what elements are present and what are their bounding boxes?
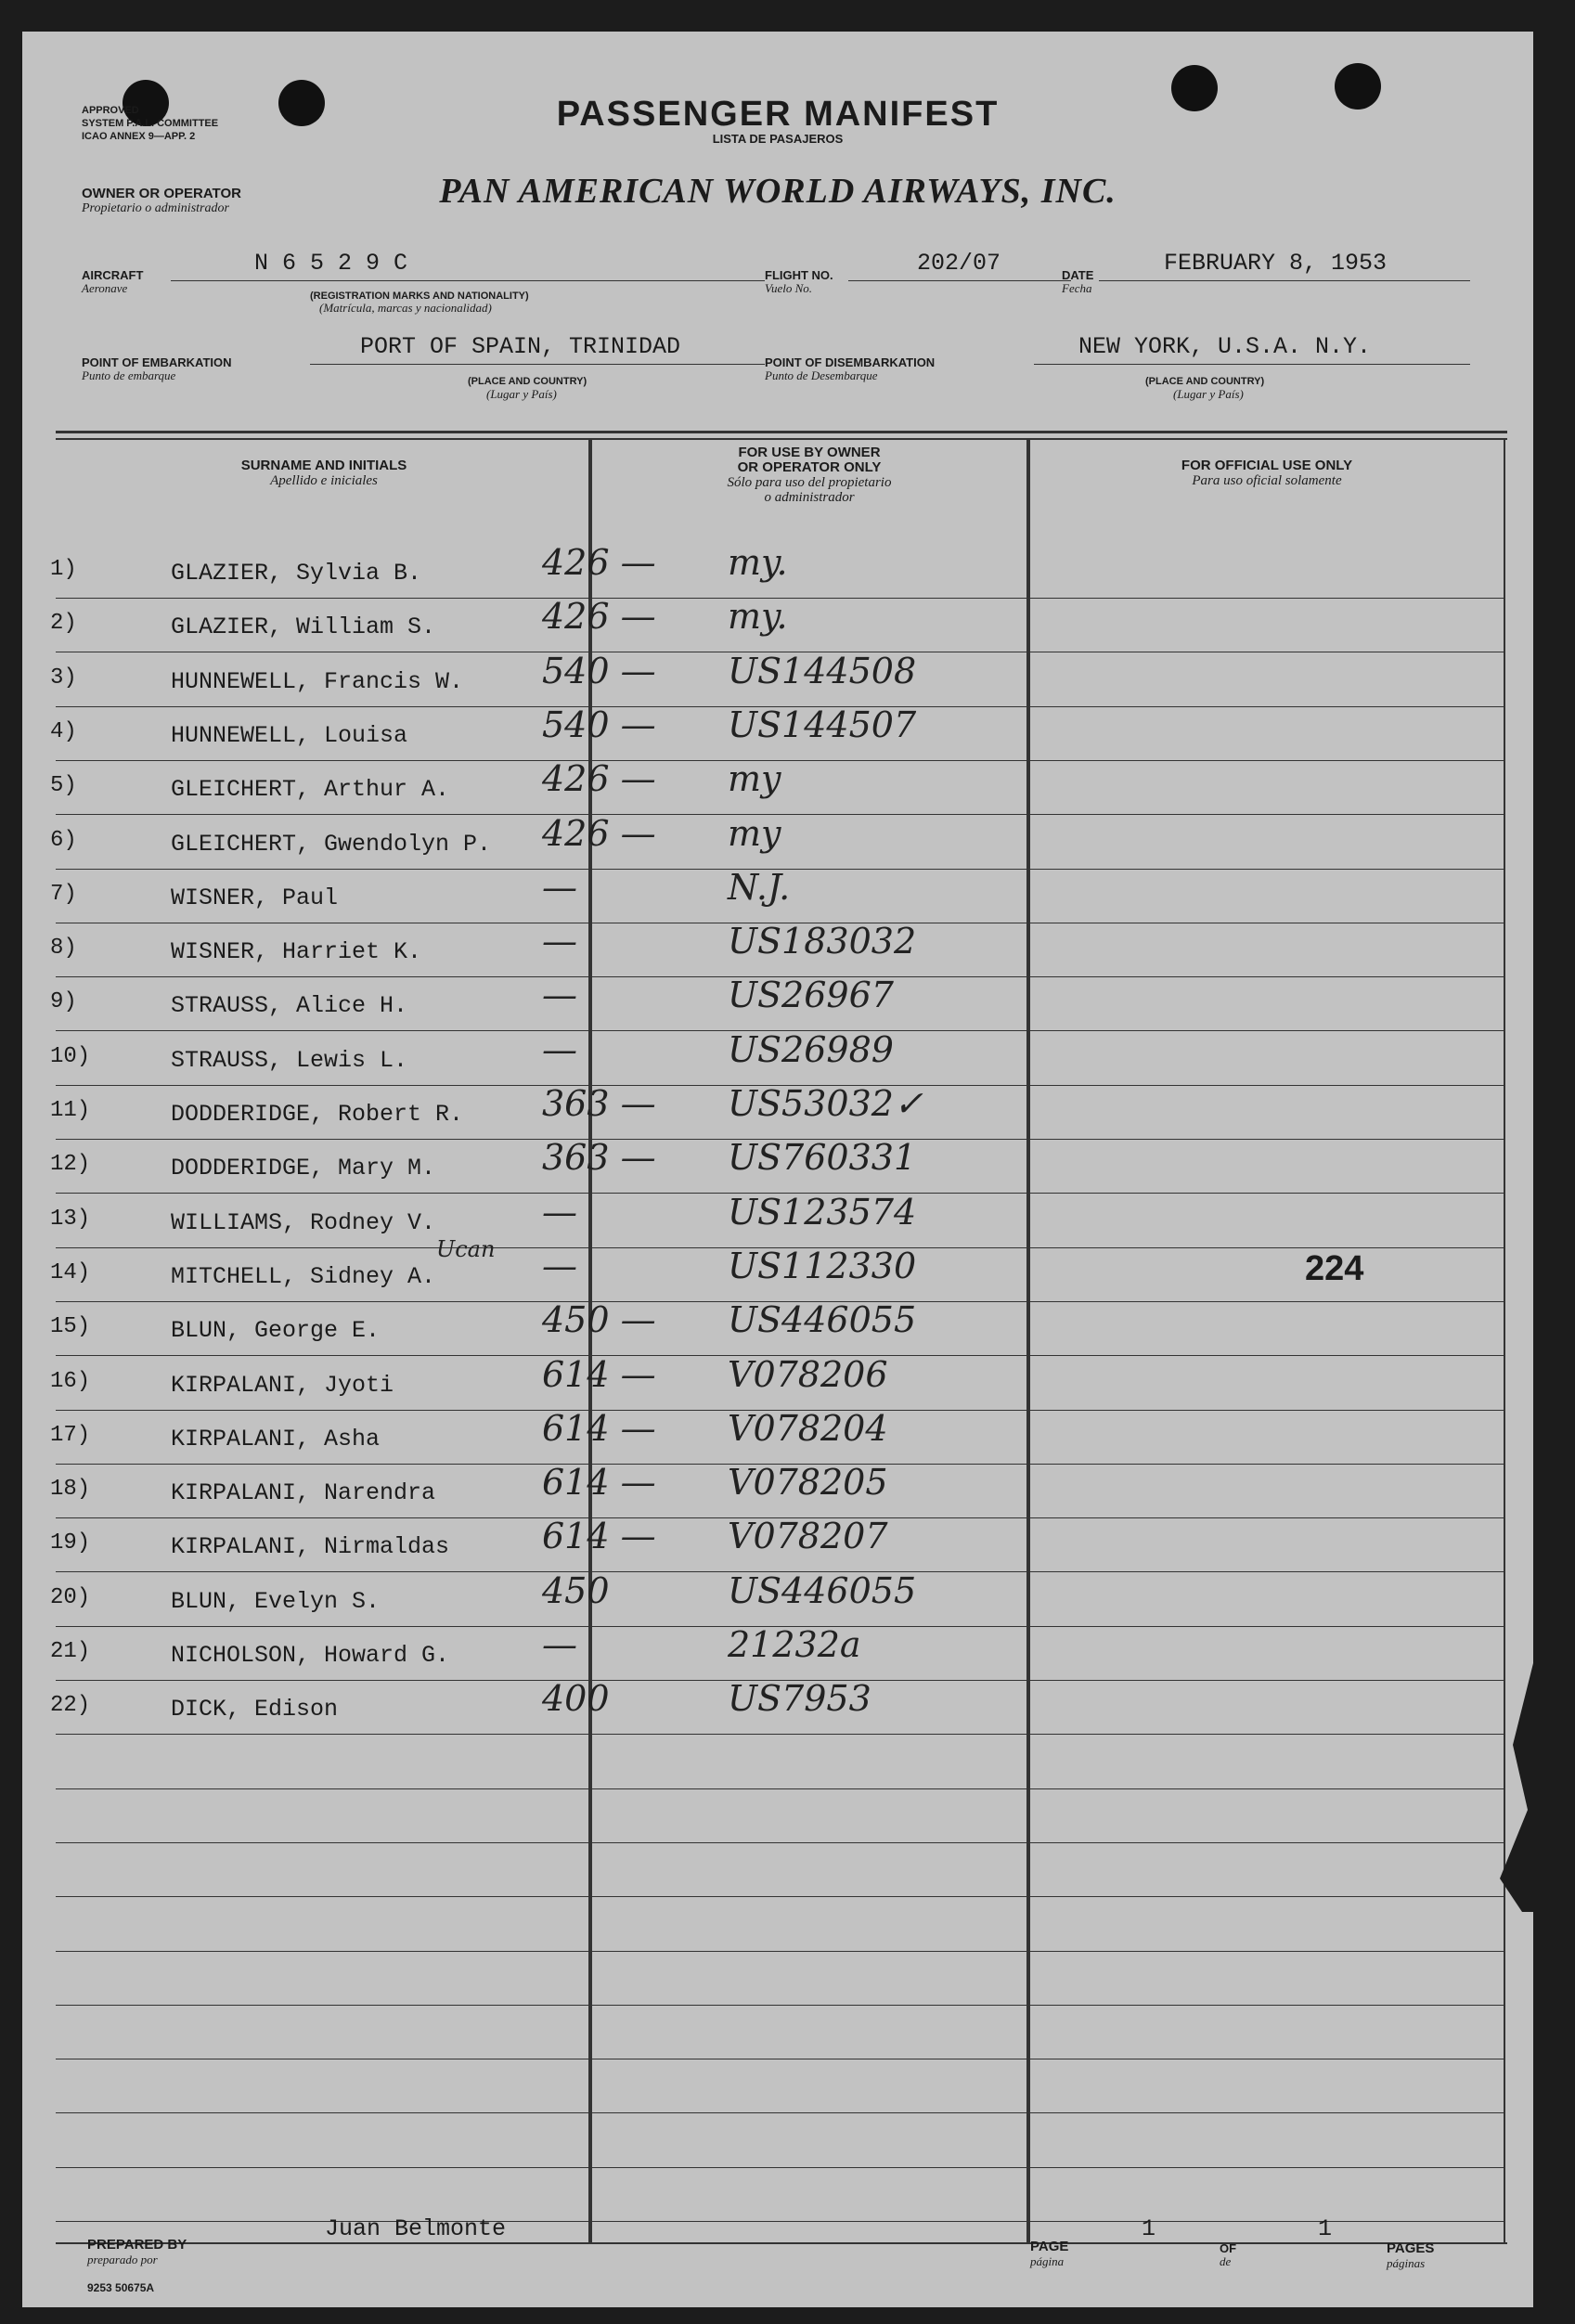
handwritten-reference: my. bbox=[728, 596, 788, 638]
handwritten-reference: US760331 bbox=[728, 1137, 917, 1179]
date-value: FEBRUARY 8, 1953 bbox=[1164, 250, 1388, 277]
operator-name: PAN AMERICAN WORLD AIRWAYS, INC. bbox=[439, 172, 1117, 211]
row-number: 13) bbox=[50, 1206, 91, 1232]
place-label-es: (Lugar y País) bbox=[1173, 387, 1244, 401]
handwritten-reference: V078205 bbox=[728, 1462, 888, 1504]
table-row bbox=[22, 812, 1533, 869]
disembark-label-es: Punto de Desembarque bbox=[765, 368, 878, 382]
table-row bbox=[22, 866, 1533, 923]
row-number: 5) bbox=[50, 773, 77, 799]
passenger-name: WISNER, Paul bbox=[171, 884, 339, 911]
embark-label-es: Punto de embarque bbox=[82, 368, 176, 382]
handwritten-code: 540 — bbox=[542, 704, 656, 745]
field-underline bbox=[310, 364, 765, 365]
aircraft-value: N 6 5 2 9 C bbox=[254, 250, 408, 277]
row-number: 8) bbox=[50, 936, 77, 962]
date-label-es: Fecha bbox=[1062, 281, 1092, 295]
owner-label-es: Propietario o administrador bbox=[82, 201, 229, 215]
table-row bbox=[22, 760, 1533, 814]
handwritten-reference: US446055 bbox=[728, 1569, 917, 1611]
table-row bbox=[22, 544, 1533, 598]
handwritten-code: 426 — bbox=[542, 542, 656, 583]
ruled-line bbox=[56, 2005, 1505, 2006]
handwritten-reference: US7953 bbox=[728, 1678, 871, 1720]
handwritten-code: 363 — bbox=[542, 1137, 656, 1179]
torn-edge-shape bbox=[1500, 1633, 1575, 1912]
passenger-name: HUNNEWELL, Francis W. bbox=[171, 667, 464, 695]
passenger-name: HUNNEWELL, Louisa bbox=[171, 721, 408, 749]
owner-use-heading-es: Sólo para uso del propietario bbox=[727, 475, 892, 490]
row-number: 17) bbox=[50, 1422, 91, 1448]
field-underline bbox=[1099, 280, 1470, 281]
owner-label: OWNER OR OPERATOR bbox=[82, 186, 241, 201]
passenger-name: GLAZIER, Sylvia B. bbox=[171, 560, 422, 587]
row-number: 9) bbox=[50, 989, 77, 1015]
ruled-line bbox=[56, 1734, 1505, 1735]
handwritten-reference: 21232a bbox=[728, 1624, 861, 1665]
handwritten-reference: V078207 bbox=[728, 1516, 888, 1557]
passenger-name: GLAZIER, William S. bbox=[171, 613, 436, 641]
handwritten-reference: US112330 bbox=[728, 1245, 917, 1286]
handwritten-reference: US26967 bbox=[728, 975, 894, 1016]
embark-label: POINT OF EMBARKATION bbox=[82, 355, 232, 369]
form-code: 9253 50675A bbox=[87, 2281, 155, 2294]
passenger-name: DODDERIDGE, Robert R. bbox=[171, 1101, 464, 1128]
prepared-by-value: Juan Belmonte bbox=[325, 2215, 507, 2242]
table-row bbox=[22, 598, 1533, 652]
handwritten-reference: US183032 bbox=[728, 921, 917, 962]
manifest-subtitle: LISTA DE PASAJEROS bbox=[712, 132, 844, 146]
pages-value: 1 bbox=[1318, 2215, 1333, 2242]
ruled-line bbox=[56, 2112, 1505, 2113]
handwritten-reference: US144507 bbox=[728, 704, 917, 745]
passenger-name: WILLIAMS, Rodney V. bbox=[171, 1208, 436, 1236]
row-number: 7) bbox=[50, 881, 77, 907]
handwritten-reference: US53032✓ bbox=[728, 1083, 923, 1124]
manifest-sheet bbox=[22, 32, 1533, 2307]
row-number: 15) bbox=[50, 1314, 91, 1340]
passenger-name: WISNER, Harriet K. bbox=[171, 938, 422, 966]
pages-label-es: páginas bbox=[1387, 2256, 1426, 2270]
passenger-name: STRAUSS, Lewis L. bbox=[171, 1046, 408, 1074]
ruled-line bbox=[56, 1788, 1505, 1789]
passenger-name: GLEICHERT, Gwendolyn P. bbox=[171, 830, 492, 858]
handwritten-code: 614 — bbox=[542, 1407, 656, 1449]
row-number: 16) bbox=[50, 1368, 91, 1394]
place-label: (PLACE AND COUNTRY) bbox=[468, 376, 587, 387]
torn-edge bbox=[1466, 1633, 1575, 1912]
passenger-name: GLEICHERT, Arthur A. bbox=[171, 776, 450, 804]
handwritten-code: — bbox=[542, 866, 577, 908]
handwritten-code: 426 — bbox=[542, 596, 656, 638]
passenger-name: NICHOLSON, Howard G. bbox=[171, 1642, 450, 1669]
table-row bbox=[22, 1569, 1533, 1626]
table-row bbox=[22, 1626, 1533, 1680]
table-row bbox=[22, 1139, 1533, 1193]
surname-heading-en: SURNAME AND INITIALS bbox=[240, 458, 407, 473]
approval-line: APPROVED bbox=[82, 105, 139, 116]
handwritten-code: — bbox=[542, 1624, 577, 1665]
table-row bbox=[22, 976, 1533, 1030]
table-row bbox=[22, 923, 1533, 976]
row-number: 2) bbox=[50, 611, 77, 637]
handwritten-code: 450 — bbox=[542, 1299, 656, 1341]
manifest-title: PASSENGER MANIFEST bbox=[556, 95, 1000, 134]
place-label: (PLACE AND COUNTRY) bbox=[1145, 376, 1265, 387]
owner-use-heading-en: FOR USE BY OWNER bbox=[738, 445, 881, 460]
row-annotation: Ucan bbox=[436, 1236, 496, 1262]
handwritten-reference: my bbox=[728, 812, 781, 854]
handwritten-reference: V078204 bbox=[728, 1407, 888, 1449]
handwritten-reference: US123574 bbox=[728, 1191, 917, 1233]
row-number: 3) bbox=[50, 665, 77, 691]
ruled-line bbox=[56, 1842, 1505, 1843]
handwritten-reference: US446055 bbox=[728, 1299, 917, 1341]
passenger-name: KIRPALANI, Asha bbox=[171, 1425, 381, 1452]
surname-heading-es: Apellido e iniciales bbox=[270, 473, 378, 488]
surname-heading bbox=[59, 458, 588, 488]
handwritten-reference: US144508 bbox=[728, 650, 917, 691]
row-number: 21) bbox=[50, 1639, 91, 1664]
passenger-name: KIRPALANI, Nirmaldas bbox=[171, 1533, 450, 1561]
handwritten-code: 426 — bbox=[542, 758, 656, 800]
handwritten-code: 363 — bbox=[542, 1083, 656, 1124]
page-label-es: página bbox=[1030, 2254, 1065, 2268]
handwritten-code: — bbox=[542, 1245, 577, 1286]
field-underline bbox=[171, 280, 765, 281]
handwritten-code: 426 — bbox=[542, 812, 656, 854]
table-row bbox=[22, 1191, 1533, 1247]
handwritten-reference: my. bbox=[728, 542, 788, 583]
place-label-es: (Lugar y País) bbox=[486, 387, 557, 401]
passenger-name: BLUN, George E. bbox=[171, 1317, 381, 1345]
handwritten-code: 614 — bbox=[542, 1353, 656, 1395]
passenger-name: KIRPALANI, Jyoti bbox=[171, 1371, 394, 1399]
passenger-name: MITCHELL, Sidney A. bbox=[171, 1262, 436, 1290]
table-row bbox=[22, 1085, 1533, 1139]
table-top-rule bbox=[56, 431, 1507, 433]
table-row bbox=[22, 1301, 1533, 1355]
page-value: 1 bbox=[1142, 2215, 1156, 2242]
passenger-name: DODDERIDGE, Mary M. bbox=[171, 1155, 436, 1182]
table-row bbox=[22, 1028, 1533, 1085]
row-number: 10) bbox=[50, 1043, 91, 1069]
prepared-label: PREPARED BY bbox=[87, 2237, 187, 2253]
row-number: 4) bbox=[50, 718, 77, 744]
ruled-line bbox=[56, 1896, 1505, 1897]
flight-label-es: Vuelo No. bbox=[765, 281, 813, 295]
table-row bbox=[22, 706, 1533, 760]
handwritten-code: — bbox=[542, 975, 577, 1016]
row-number: 1) bbox=[50, 557, 77, 582]
ruled-line bbox=[56, 1951, 1505, 1952]
row-number: 22) bbox=[50, 1693, 91, 1719]
table-row bbox=[22, 652, 1533, 706]
handwritten-code: 614 — bbox=[542, 1462, 656, 1504]
owner-use-heading-en: OR OPERATOR ONLY bbox=[737, 459, 882, 475]
passenger-name: DICK, Edison bbox=[171, 1696, 339, 1724]
handwritten-reference: N.J. bbox=[728, 866, 791, 908]
stamp-number: 224 bbox=[1305, 1249, 1364, 1288]
of-label-es: de bbox=[1220, 2254, 1232, 2268]
passenger-name: KIRPALANI, Narendra bbox=[171, 1479, 436, 1507]
official-use-heading-en: FOR OFFICIAL USE ONLY bbox=[1181, 458, 1353, 473]
handwritten-code: 614 — bbox=[542, 1516, 656, 1557]
handwritten-code: — bbox=[542, 1028, 577, 1070]
table-row bbox=[22, 1464, 1533, 1517]
table-top-rule bbox=[56, 438, 1507, 440]
field-underline bbox=[1034, 364, 1470, 365]
page-label: PAGE bbox=[1030, 2239, 1069, 2254]
registration-label: (REGISTRATION MARKS AND NATIONALITY) bbox=[310, 290, 529, 302]
aircraft-label-es: Aeronave bbox=[82, 281, 128, 295]
registration-label-es: (Matrícula, marcas y nacionalidad) bbox=[319, 301, 492, 315]
row-number: 6) bbox=[50, 827, 77, 853]
flight-value: 202/07 bbox=[917, 250, 1001, 277]
table-row bbox=[22, 1680, 1533, 1734]
row-number: 20) bbox=[50, 1584, 91, 1610]
embark-value: PORT OF SPAIN, TRINIDAD bbox=[360, 333, 681, 360]
passenger-name: STRAUSS, Alice H. bbox=[171, 992, 408, 1020]
date-label: DATE bbox=[1062, 268, 1094, 282]
handwritten-code: — bbox=[542, 921, 577, 962]
ruled-line bbox=[56, 2167, 1505, 2168]
table-row bbox=[22, 1353, 1533, 1410]
prepared-label-es: preparado por bbox=[87, 2253, 158, 2266]
approval-line: SYSTEM P.A.L. COMMITTEE bbox=[82, 118, 219, 129]
of-label: OF bbox=[1220, 2241, 1237, 2255]
footer-rule bbox=[56, 2242, 1507, 2244]
row-number: 12) bbox=[50, 1152, 91, 1178]
row-number: 19) bbox=[50, 1530, 91, 1556]
row-number: 18) bbox=[50, 1477, 91, 1503]
ruled-line bbox=[56, 2221, 1505, 2222]
disembark-label: POINT OF DISEMBARKATION bbox=[765, 355, 936, 369]
handwritten-code: — bbox=[542, 1191, 577, 1233]
field-underline bbox=[848, 280, 1071, 281]
aircraft-label: AIRCRAFT bbox=[82, 268, 144, 282]
disembark-value: NEW YORK, U.S.A. N.Y. bbox=[1078, 333, 1372, 360]
official-use-heading bbox=[1030, 458, 1504, 488]
handwritten-reference: V078206 bbox=[728, 1353, 888, 1395]
approval-line: ICAO ANNEX 9—APP. 2 bbox=[82, 131, 196, 142]
official-use-heading-es: Para uso oficial solamente bbox=[1192, 473, 1342, 488]
table-row bbox=[22, 1407, 1533, 1464]
owner-use-heading bbox=[592, 445, 1026, 505]
handwritten-reference: US26989 bbox=[728, 1028, 894, 1070]
owner-use-heading-es: o administrador bbox=[764, 490, 855, 505]
flight-label: FLIGHT NO. bbox=[765, 268, 833, 282]
handwritten-code: 540 — bbox=[542, 650, 656, 691]
passenger-name: BLUN, Evelyn S. bbox=[171, 1587, 381, 1615]
row-number: 11) bbox=[50, 1098, 91, 1123]
handwritten-code: 450 bbox=[542, 1569, 610, 1611]
handwritten-code: 400 bbox=[542, 1678, 610, 1720]
table-row bbox=[22, 1517, 1533, 1571]
handwritten-reference: my bbox=[728, 758, 781, 800]
pages-label: PAGES bbox=[1387, 2240, 1435, 2256]
row-number: 14) bbox=[50, 1259, 91, 1285]
